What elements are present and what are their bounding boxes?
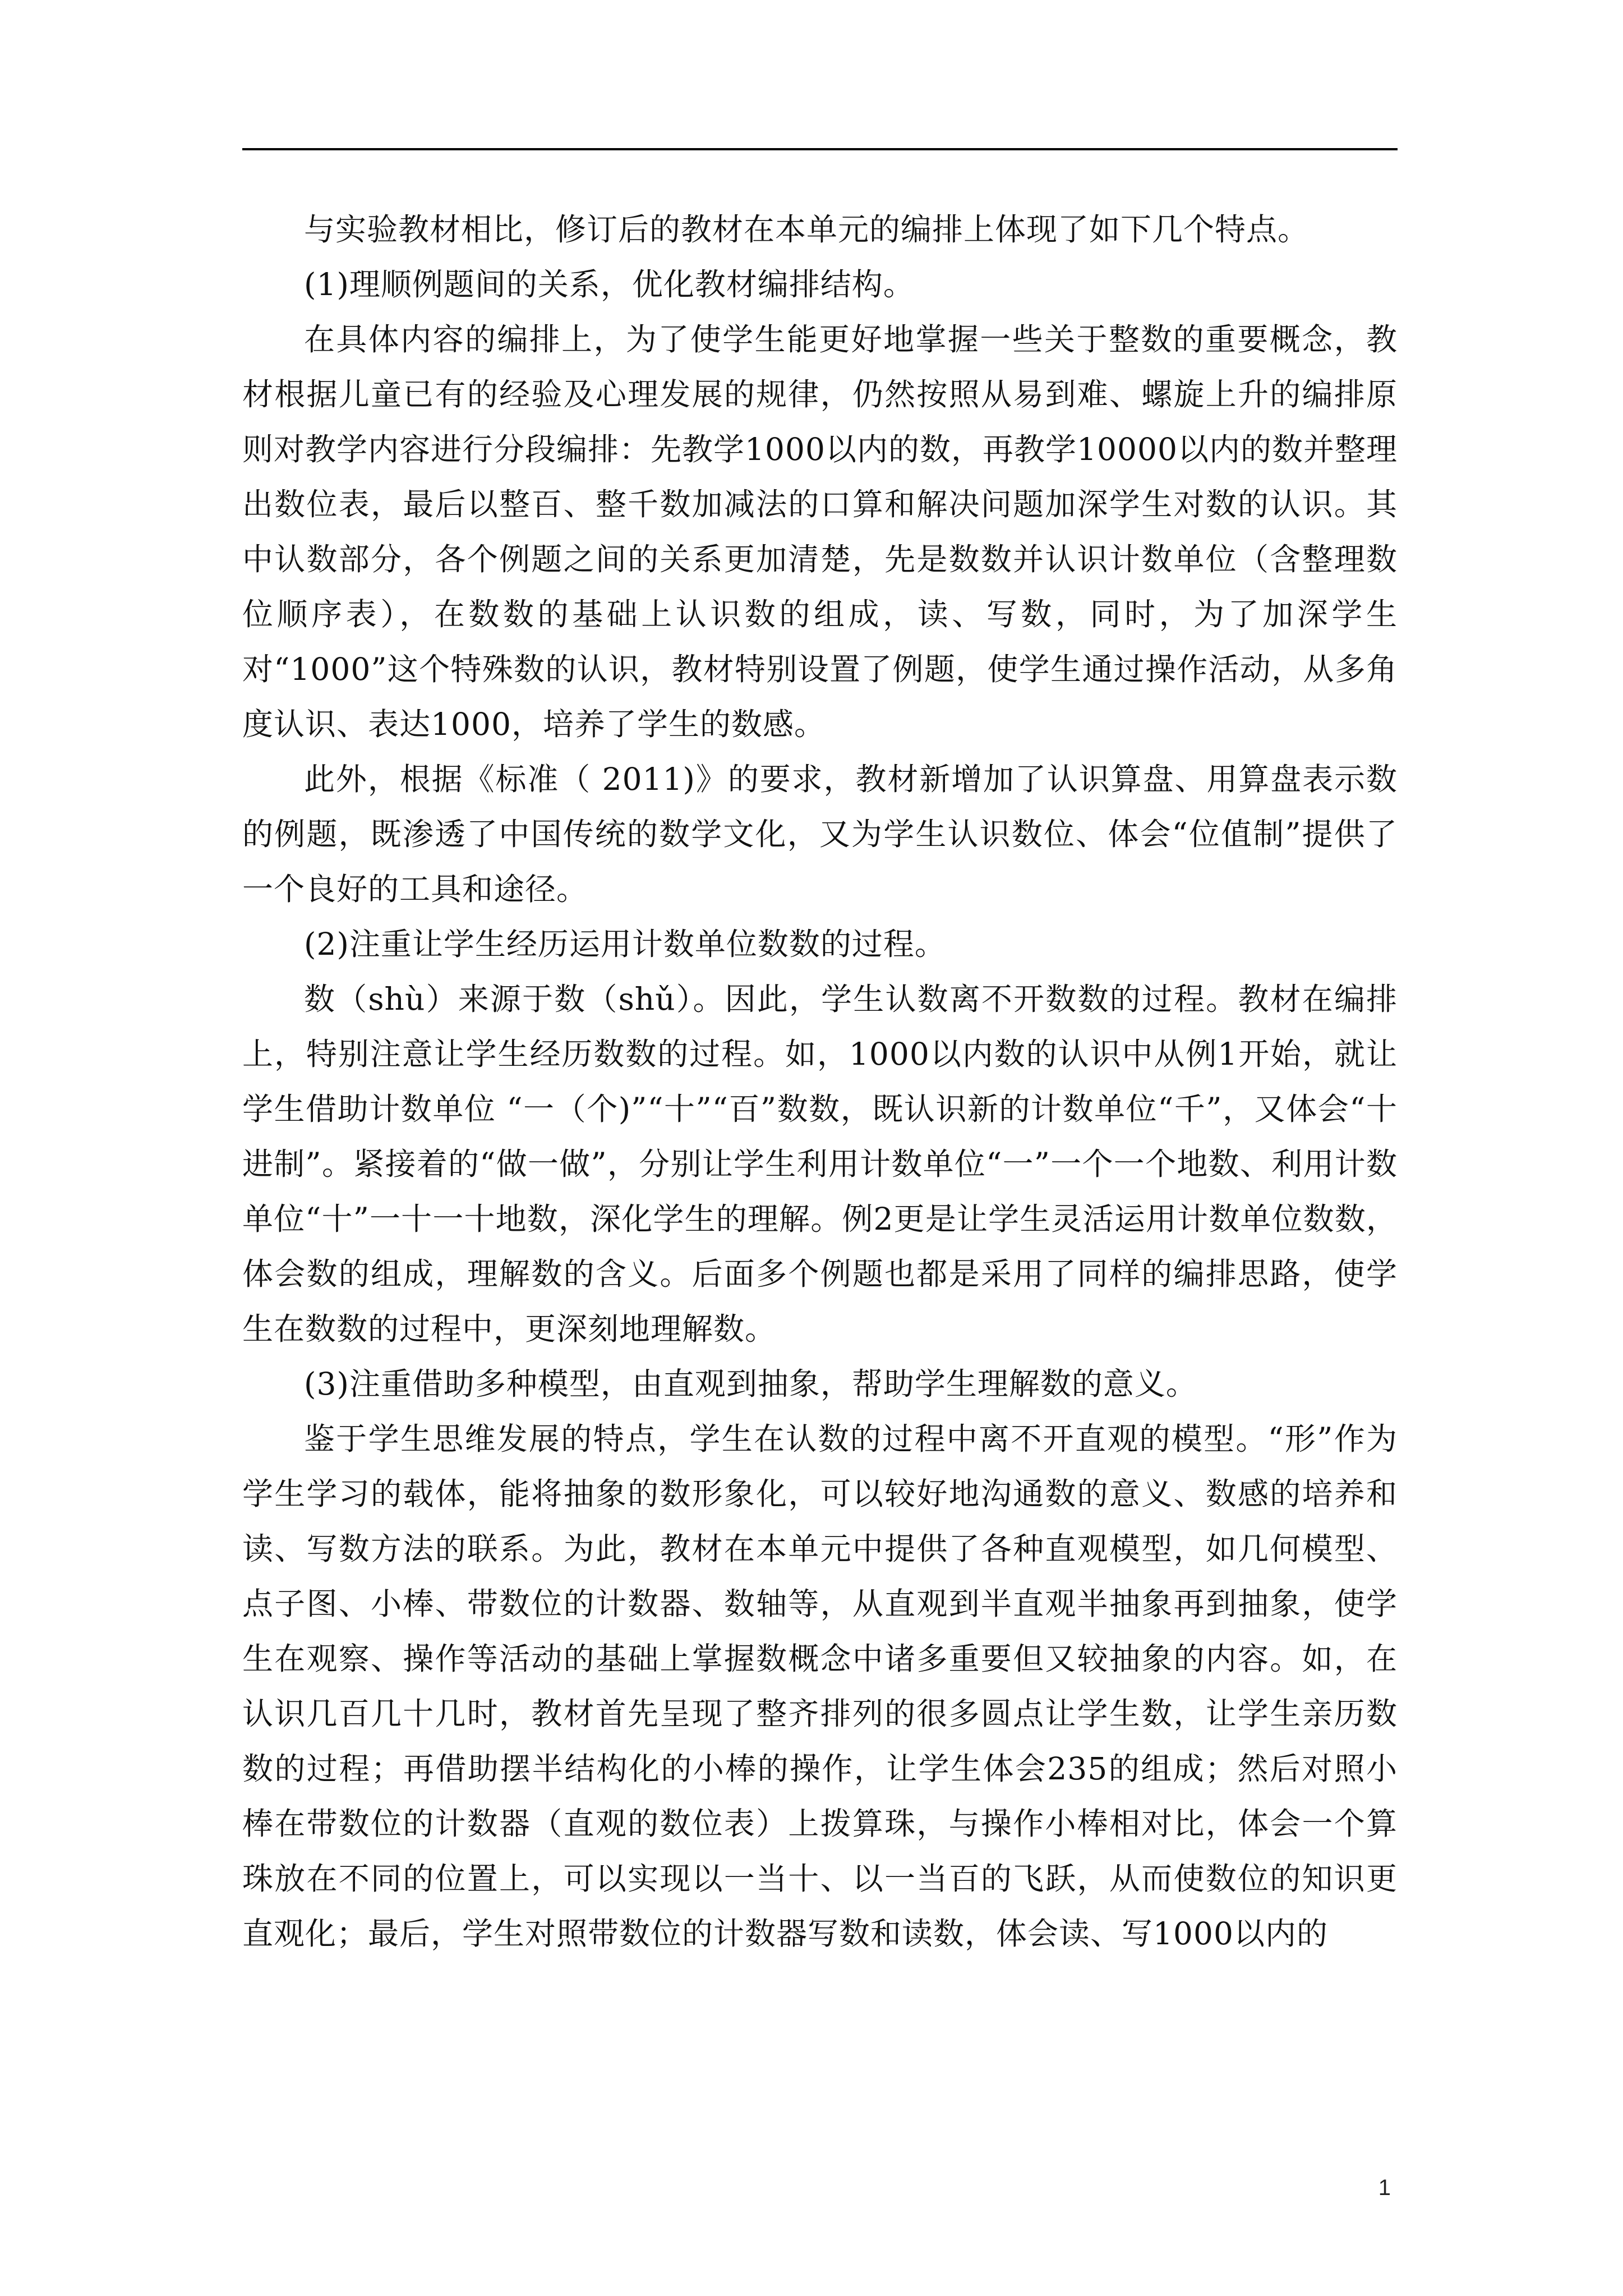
paragraph-point-1-heading: (1)理顺例题间的关系，优化教材编排结构。 — [304, 266, 915, 302]
paragraph-point-3-body: 鉴于学生思维发展的特点，学生在认数的过程中离不开直观的模型。“形”作为学生学习的载体，能将抽象的数形象化，可以较好地沟通数的意义、数感的培养和读、写数方法的联系。为此，教材在本单元中提供了各种直观模型，如几何模型、点子图、小棒、带数位的计数器、数轴等，从直观到半直观半抽象再到抽象，使学生在观察、操作等活动的基础上掌握数概念中诸多重要但又较抽象的内容。如，在认识几百几十几时，教材首先呈现了整齐排列的很多圆点让学生数，让学生亲历数数的过程；再借助摆半结构化的小棒的操作，让学生体会235的组成；然后对照小棒在带数位的计数器（直观的数位表）上拨算珠，与操作小棒相对比，体会一个算珠放在不同的位置上，可以实现以一当十、以一当百的飞跃，从而使数位的知识更直观化；最后，学生对照带数位的计数器写数和读数，体会读、写1000以内的 — [242, 1421, 1398, 1952]
document-body — [242, 202, 1398, 1961]
paragraph-point-1-body: 在具体内容的编排上，为了使学生能更好地掌握一些关于整数的重要概念，教材根据儿童已有的经验及心理发展的规律，仍然按照从易到难、螺旋上升的编排原则对教学内容进行分段编排：先教学1000以内的数，再教学10000以内的数并整理出数位表，最后以整百、整千数加减法的口算和解决问题加深学生对数的认识。其中认数部分，各个例题之间的关系更加清楚，先是数数并认识计数单位（含整理数位顺序表），在数数的基础上认识数的组成，读、写数，同时，为了加深学生对“1000”这个特殊数的认识，教材特别设置了例题，使学生通过操作活动，从多角度认识、表达1000，培养了学生的数感。 — [242, 321, 1398, 742]
paragraph-point-2-body: 数（shù）来源于数（shǔ）。因此，学生认数离不开数数的过程。教材在编排上，特别注意让学生经历数数的过程。如，1000以内数的认识中从例1开始，就让学生借助计数单位 “一（个)”“十”“百”数数，既认识新的计数单位“千”，又体会“十进制”。紧接着的“做一做”，分别让学生利用计数单位“一”一个一个地数、利用计数单位“十”一十一十地数，深化学生的理解。例2更是让学生灵活运用计数单位数数，体会数的组成，理解数的含义。后面多个例题也都是采用了同样的编排思路，使学生在数数的过程中，更深刻地理解数。 — [242, 981, 1398, 1347]
paragraph-point-3-heading: (3)注重借助多种模型，由直观到抽象，帮助学生理解数的意义。 — [304, 1366, 1197, 1402]
header-rule — [242, 148, 1398, 150]
page-number: 1 — [1378, 2175, 1391, 2200]
paragraph-intro: 与实验教材相比，修订后的教材在本单元的编排上体现了如下几个特点。 — [304, 211, 1310, 247]
paragraph-point-1-extra: 此外，根据《标准（ 2011)》的要求，教材新增加了认识算盘、用算盘表示数的例题，既渗透了中国传统的数学文化，又为学生认识数位、体会“位值制”提供了一个良好的工具和途径。 — [242, 761, 1398, 907]
paragraph-point-2-heading: (2)注重让学生经历运用计数单位数数的过程。 — [304, 926, 946, 962]
